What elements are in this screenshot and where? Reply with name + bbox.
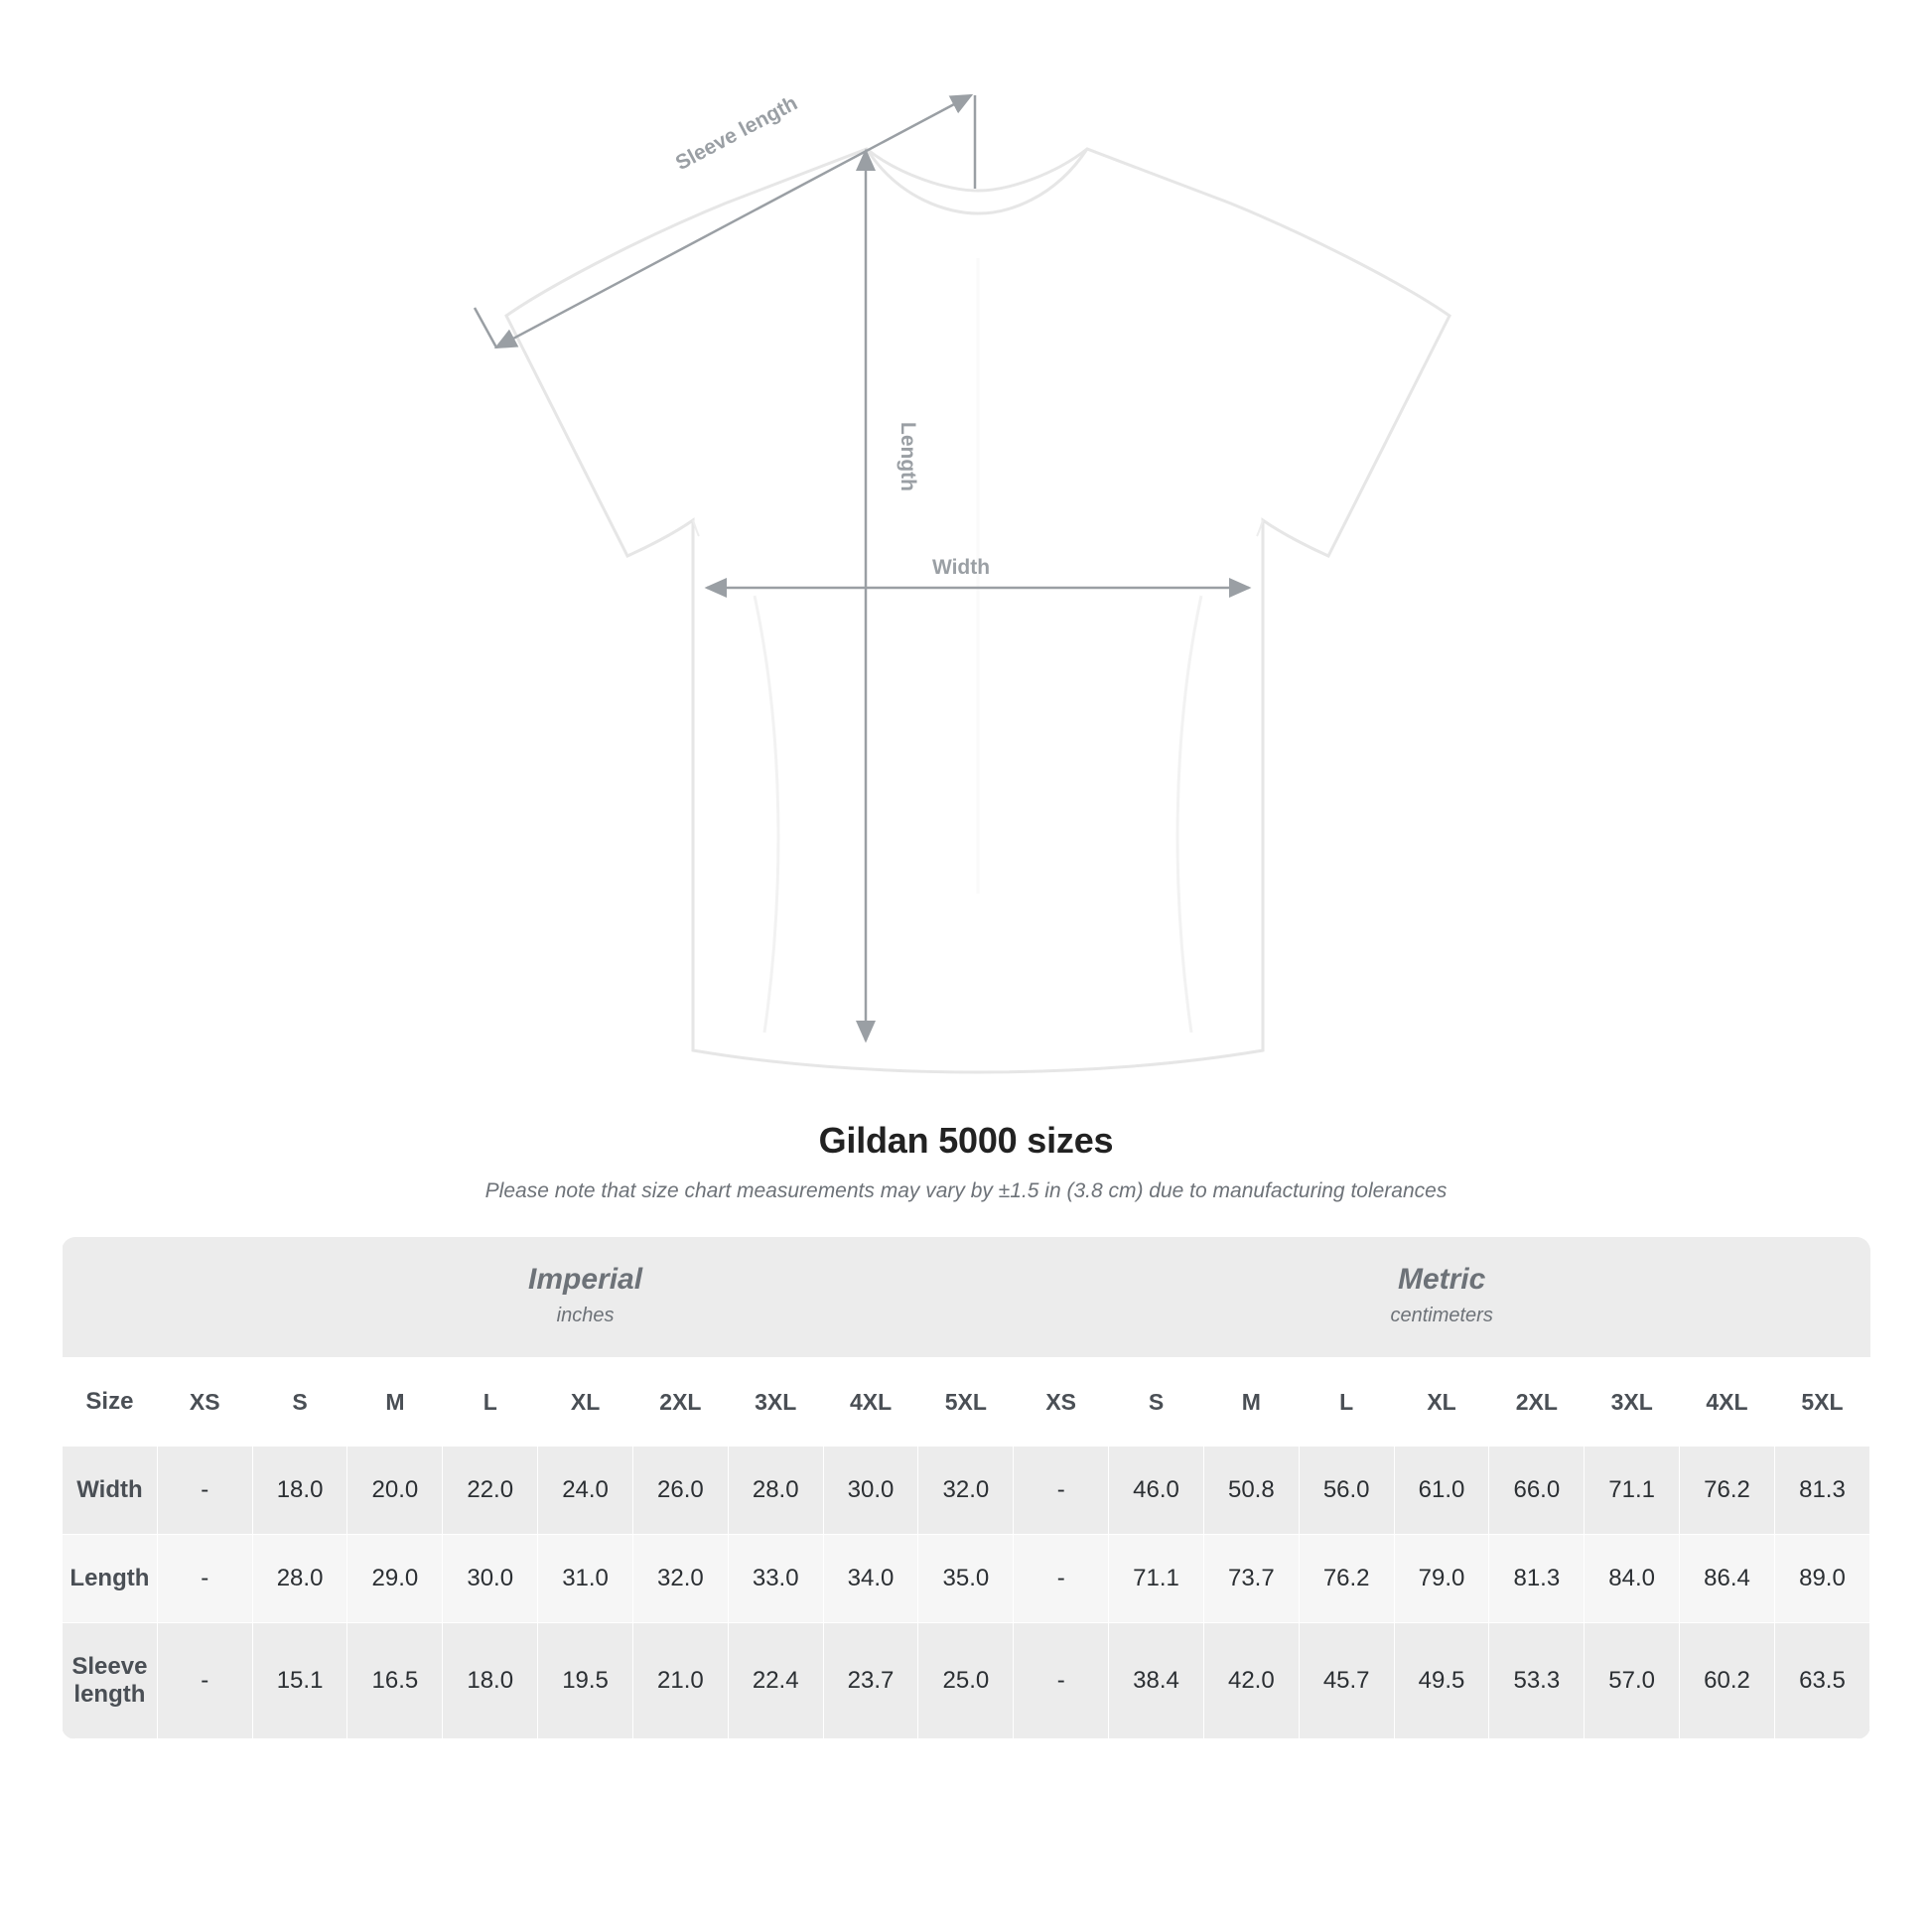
cell-sleeve-metric-4xl: 60.2 bbox=[1680, 1623, 1775, 1739]
size-table bbox=[62, 1237, 1870, 1739]
cell-length-metric-m: 73.7 bbox=[1203, 1535, 1299, 1623]
cell-sleeve-metric-3xl: 57.0 bbox=[1585, 1623, 1680, 1739]
header-metric-3xl: 3XL bbox=[1585, 1358, 1680, 1447]
cell-sleeve-metric-l: 45.7 bbox=[1299, 1623, 1394, 1739]
size-header-row bbox=[63, 1358, 1870, 1447]
cell-length-imperial-m: 29.0 bbox=[347, 1535, 443, 1623]
table-row bbox=[63, 1623, 1870, 1739]
table-row bbox=[63, 1447, 1870, 1535]
header-imperial-s: S bbox=[252, 1358, 347, 1447]
cell-length-metric-s: 71.1 bbox=[1109, 1535, 1204, 1623]
cell-length-metric-5xl: 89.0 bbox=[1774, 1535, 1869, 1623]
cell-sleeve-metric-xs: - bbox=[1014, 1623, 1109, 1739]
cell-length-imperial-2xl: 32.0 bbox=[632, 1535, 728, 1623]
cell-length-imperial-xl: 31.0 bbox=[538, 1535, 633, 1623]
cell-sleeve-metric-s: 38.4 bbox=[1109, 1623, 1204, 1739]
cell-sleeve-imperial-5xl: 25.0 bbox=[918, 1623, 1014, 1739]
row-label-width: Width bbox=[63, 1447, 158, 1535]
header-imperial-l: L bbox=[443, 1358, 538, 1447]
cell-width-imperial-xs: - bbox=[157, 1447, 252, 1535]
cell-length-metric-4xl: 86.4 bbox=[1680, 1535, 1775, 1623]
cell-width-metric-3xl: 71.1 bbox=[1585, 1447, 1680, 1535]
header-metric-2xl: 2XL bbox=[1489, 1358, 1585, 1447]
cell-sleeve-imperial-s: 15.1 bbox=[252, 1623, 347, 1739]
header-imperial-xs: XS bbox=[157, 1358, 252, 1447]
cell-length-imperial-xs: - bbox=[157, 1535, 252, 1623]
cell-width-imperial-l: 22.0 bbox=[443, 1447, 538, 1535]
unit-imperial bbox=[157, 1237, 1013, 1358]
cell-width-imperial-xl: 24.0 bbox=[538, 1447, 633, 1535]
width-label: Width bbox=[931, 556, 991, 579]
cell-length-metric-xs: - bbox=[1014, 1535, 1109, 1623]
cell-length-imperial-l: 30.0 bbox=[443, 1535, 538, 1623]
cell-width-metric-xs: - bbox=[1014, 1447, 1109, 1535]
cell-width-metric-5xl: 81.3 bbox=[1774, 1447, 1869, 1535]
cell-sleeve-metric-m: 42.0 bbox=[1203, 1623, 1299, 1739]
header-imperial-5xl: 5XL bbox=[918, 1358, 1014, 1447]
row-label-sleeve-length: Sleeve length bbox=[63, 1623, 158, 1739]
cell-sleeve-imperial-m: 16.5 bbox=[347, 1623, 443, 1739]
header-metric-m: M bbox=[1203, 1358, 1299, 1447]
cell-length-imperial-5xl: 35.0 bbox=[918, 1535, 1014, 1623]
cell-width-imperial-m: 20.0 bbox=[347, 1447, 443, 1535]
cell-width-imperial-5xl: 32.0 bbox=[918, 1447, 1014, 1535]
cell-sleeve-metric-5xl: 63.5 bbox=[1774, 1623, 1869, 1739]
unit-metric-sub: centimeters bbox=[1390, 1305, 1493, 1326]
cell-length-metric-3xl: 84.0 bbox=[1585, 1535, 1680, 1623]
row-label-length: Length bbox=[63, 1535, 158, 1623]
cell-width-imperial-s: 18.0 bbox=[252, 1447, 347, 1535]
cell-width-metric-4xl: 76.2 bbox=[1680, 1447, 1775, 1535]
cell-sleeve-imperial-xl: 19.5 bbox=[538, 1623, 633, 1739]
title-block bbox=[0, 1120, 1932, 1203]
header-metric-xs: XS bbox=[1014, 1358, 1109, 1447]
cell-sleeve-imperial-4xl: 23.7 bbox=[823, 1623, 918, 1739]
header-metric-l: L bbox=[1299, 1358, 1394, 1447]
cell-sleeve-metric-2xl: 53.3 bbox=[1489, 1623, 1585, 1739]
unit-imperial-name: Imperial bbox=[528, 1263, 643, 1296]
cell-width-imperial-3xl: 28.0 bbox=[728, 1447, 823, 1535]
cell-sleeve-imperial-3xl: 22.4 bbox=[728, 1623, 823, 1739]
cell-width-metric-m: 50.8 bbox=[1203, 1447, 1299, 1535]
length-label: Length bbox=[897, 422, 919, 491]
cell-length-metric-l: 76.2 bbox=[1299, 1535, 1394, 1623]
cell-width-imperial-4xl: 30.0 bbox=[823, 1447, 918, 1535]
cell-length-metric-xl: 79.0 bbox=[1394, 1535, 1489, 1623]
header-metric-5xl: 5XL bbox=[1774, 1358, 1869, 1447]
cell-length-metric-2xl: 81.3 bbox=[1489, 1535, 1585, 1623]
cell-sleeve-metric-xl: 49.5 bbox=[1394, 1623, 1489, 1739]
unit-header-row bbox=[63, 1237, 1870, 1358]
cell-sleeve-imperial-l: 18.0 bbox=[443, 1623, 538, 1739]
header-imperial-m: M bbox=[347, 1358, 443, 1447]
cell-width-metric-s: 46.0 bbox=[1109, 1447, 1204, 1535]
table-row bbox=[63, 1535, 1870, 1623]
page-title: Gildan 5000 sizes bbox=[818, 1120, 1114, 1161]
unit-spacer bbox=[63, 1237, 158, 1358]
cell-sleeve-imperial-2xl: 21.0 bbox=[632, 1623, 728, 1739]
cell-width-metric-2xl: 66.0 bbox=[1489, 1447, 1585, 1535]
tshirt-shape bbox=[506, 149, 1449, 1072]
sleeve-length-label: Sleeve length bbox=[671, 91, 802, 176]
cell-length-imperial-4xl: 34.0 bbox=[823, 1535, 918, 1623]
header-metric-xl: XL bbox=[1394, 1358, 1489, 1447]
cell-width-metric-l: 56.0 bbox=[1299, 1447, 1394, 1535]
header-imperial-3xl: 3XL bbox=[728, 1358, 823, 1447]
cell-length-imperial-3xl: 33.0 bbox=[728, 1535, 823, 1623]
unit-metric-name: Metric bbox=[1397, 1263, 1486, 1296]
unit-imperial-sub: inches bbox=[556, 1305, 615, 1326]
header-size-label: Size bbox=[63, 1358, 158, 1447]
cell-width-imperial-2xl: 26.0 bbox=[632, 1447, 728, 1535]
header-imperial-xl: XL bbox=[538, 1358, 633, 1447]
cell-length-imperial-s: 28.0 bbox=[252, 1535, 347, 1623]
cell-width-metric-xl: 61.0 bbox=[1394, 1447, 1489, 1535]
header-imperial-2xl: 2XL bbox=[632, 1358, 728, 1447]
unit-metric bbox=[1014, 1237, 1870, 1358]
header-imperial-4xl: 4XL bbox=[823, 1358, 918, 1447]
header-metric-4xl: 4XL bbox=[1680, 1358, 1775, 1447]
cell-sleeve-imperial-xs: - bbox=[157, 1623, 252, 1739]
header-metric-s: S bbox=[1109, 1358, 1204, 1447]
tolerance-note: Please note that size chart measurements may vary by ±1.5 in (3.8 cm) due to manufacturing tolerances bbox=[484, 1179, 1448, 1202]
size-table-wrapper bbox=[62, 1237, 1870, 1739]
